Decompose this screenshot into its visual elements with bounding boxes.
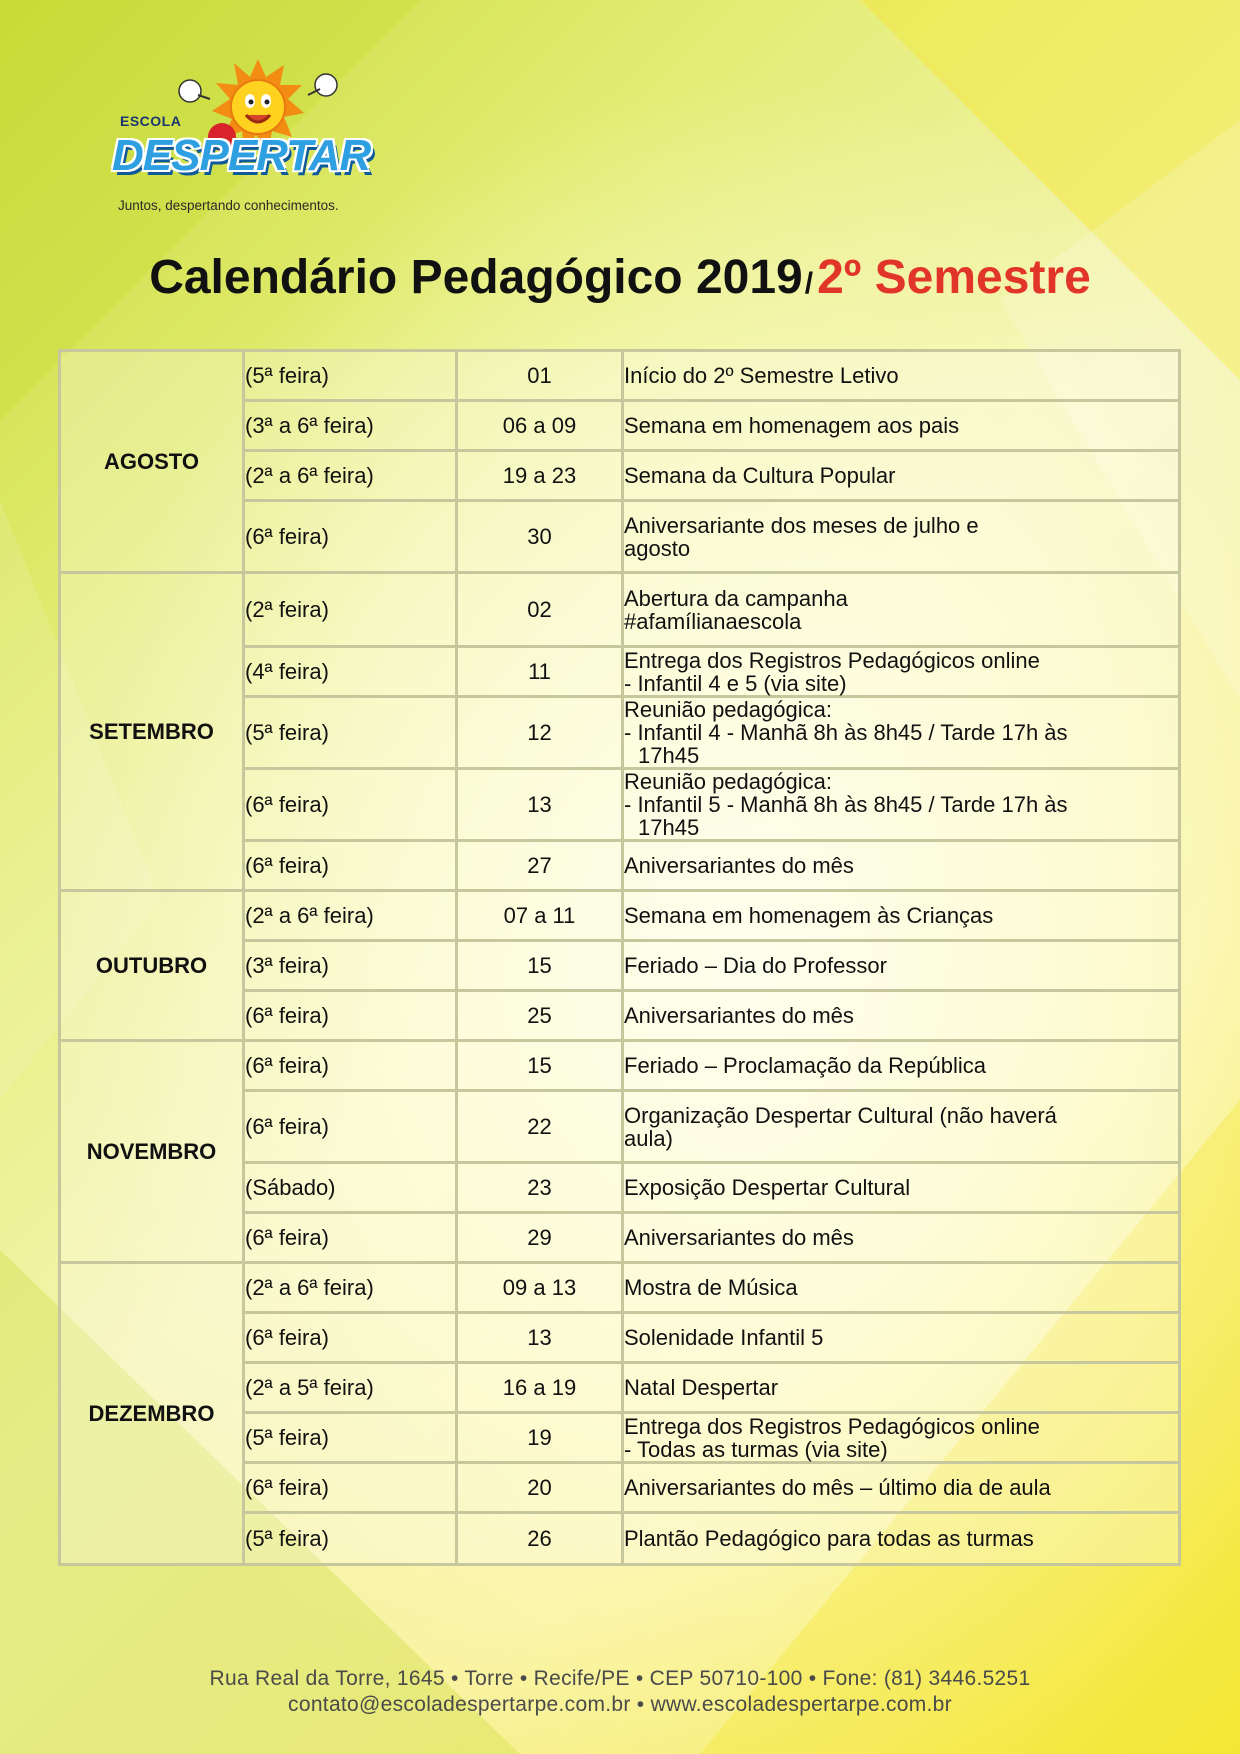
school-logo: [108, 55, 371, 215]
event-description-cell: [623, 401, 1180, 451]
event-description-line: Aniversariantes do mês: [624, 853, 854, 878]
event-description-cell: [623, 1041, 1180, 1091]
event-description-cell: [623, 1363, 1180, 1413]
weekday-cell: (6ª feira): [244, 1463, 457, 1513]
event-description-line: Feriado – Dia do Professor: [624, 953, 887, 978]
event-description-line: Entrega dos Registros Pedagógicos online: [624, 1413, 1040, 1439]
event-description-line: Exposição Despertar Cultural: [624, 1175, 911, 1200]
table-row: [60, 891, 1180, 941]
event-description-line: agosto: [624, 535, 691, 561]
event-description-cell: [623, 351, 1180, 401]
date-cell: 13: [457, 1313, 623, 1363]
date-cell: 06 a 09: [457, 401, 623, 451]
logo-tagline: Juntos, despertando conhecimentos.: [118, 198, 339, 213]
event-description-line: Aniversariantes do mês: [624, 1003, 854, 1028]
event-description-line: Organização Despertar Cultural (não haverá: [624, 1102, 1057, 1128]
title-separator: /: [804, 267, 814, 300]
event-description-cell: [623, 1213, 1180, 1263]
footer: [0, 1666, 1240, 1718]
date-cell: 22: [457, 1091, 623, 1163]
weekday-cell: (2ª a 6ª feira): [244, 891, 457, 941]
event-description-line: Mostra de Música: [624, 1275, 798, 1300]
date-cell: 29: [457, 1213, 623, 1263]
weekday-cell: (6ª feira): [244, 991, 457, 1041]
weekday-cell: (5ª feira): [244, 697, 457, 769]
footer-contact: contato@escoladespertarpe.com.br • www.escoladespertarpe.com.br: [288, 1693, 952, 1716]
date-cell: 15: [457, 1041, 623, 1091]
event-description-line: 17h45: [638, 815, 700, 840]
event-description-cell: [623, 697, 1180, 769]
event-description-line: Aniversariantes do mês – último dia de aula: [624, 1475, 1051, 1500]
event-description-cell: [623, 451, 1180, 501]
weekday-cell: (6ª feira): [244, 1091, 457, 1163]
event-description-line: Reunião pedagógica:: [624, 697, 832, 722]
month-cell: DEZEMBRO: [60, 1263, 244, 1565]
event-description-line: - Todas as turmas (via site): [624, 1436, 888, 1462]
event-description-line: Entrega dos Registros Pedagógicos online: [624, 647, 1040, 673]
event-description-cell: [623, 991, 1180, 1041]
date-cell: 23: [457, 1163, 623, 1213]
event-description-line: Semana da Cultura Popular: [624, 463, 896, 488]
date-cell: 02: [457, 573, 623, 647]
weekday-cell: (5ª feira): [244, 1513, 457, 1565]
event-description-line: Plantão Pedagógico para todas as turmas: [624, 1526, 1034, 1551]
event-description-cell: [623, 891, 1180, 941]
date-cell: 09 a 13: [457, 1263, 623, 1313]
event-description-line: Início do 2º Semestre Letivo: [624, 363, 899, 388]
event-description-line: Abertura da campanha: [624, 585, 848, 611]
table-row: [60, 573, 1180, 647]
event-description-line: Natal Despertar: [624, 1375, 779, 1400]
date-cell: 16 a 19: [457, 1363, 623, 1413]
event-description-cell: [623, 647, 1180, 697]
weekday-cell: (2ª a 5ª feira): [244, 1363, 457, 1413]
event-description-line: - Infantil 4 e 5 (via site): [624, 670, 847, 696]
weekday-cell: (6ª feira): [244, 769, 457, 841]
event-description-line: #afamílianaescola: [624, 608, 802, 634]
month-cell: SETEMBRO: [60, 573, 244, 891]
month-cell: NOVEMBRO: [60, 1041, 244, 1263]
footer-address: Rua Real da Torre, 1645 • Torre • Recife/PE • CEP 50710-100 • Fone: (81) 3446.5251: [209, 1667, 1031, 1690]
weekday-cell: (2ª a 6ª feira): [244, 451, 457, 501]
date-cell: 07 a 11: [457, 891, 623, 941]
table-row: [60, 1041, 1180, 1091]
date-cell: 25: [457, 991, 623, 1041]
event-description-cell: [623, 1413, 1180, 1463]
event-description-cell: [623, 1463, 1180, 1513]
event-description-line: aula): [624, 1125, 673, 1151]
event-description-line: Semana em homenagem aos pais: [624, 413, 960, 438]
date-cell: 12: [457, 697, 623, 769]
weekday-cell: (6ª feira): [244, 1213, 457, 1263]
page-title: [0, 250, 1240, 305]
table-row: [60, 1263, 1180, 1313]
weekday-cell: (Sábado): [244, 1163, 457, 1213]
weekday-cell: (6ª feira): [244, 841, 457, 891]
date-cell: 26: [457, 1513, 623, 1565]
date-cell: 13: [457, 769, 623, 841]
calendar-table: [58, 349, 1181, 1566]
weekday-cell: (3ª feira): [244, 941, 457, 991]
event-description-line: Aniversariantes do mês: [624, 1225, 854, 1250]
weekday-cell: (6ª feira): [244, 1041, 457, 1091]
event-description-cell: [623, 501, 1180, 573]
event-description-line: 17h45: [638, 743, 700, 768]
date-cell: 30: [457, 501, 623, 573]
weekday-cell: (6ª feira): [244, 501, 457, 573]
event-description-cell: [623, 1263, 1180, 1313]
event-description-cell: [623, 769, 1180, 841]
date-cell: 15: [457, 941, 623, 991]
title-semester: 2º Semestre: [817, 251, 1091, 304]
date-cell: 19 a 23: [457, 451, 623, 501]
event-description-line: Feriado – Proclamação da República: [624, 1053, 986, 1078]
event-description-line: - Infantil 5 - Manhã 8h às 8h45 / Tarde 17h às: [624, 792, 1068, 817]
event-description-cell: [623, 1513, 1180, 1565]
logo-brand-name: DESPERTAR: [112, 131, 371, 180]
date-cell: 27: [457, 841, 623, 891]
event-description-line: Solenidade Infantil 5: [624, 1325, 824, 1350]
weekday-cell: (6ª feira): [244, 1313, 457, 1363]
event-description-line: Aniversariante dos meses de julho e: [624, 512, 979, 538]
date-cell: 19: [457, 1413, 623, 1463]
month-cell: AGOSTO: [60, 351, 244, 573]
event-description-cell: [623, 1091, 1180, 1163]
title-main: Calendário Pedagógico 2019: [149, 251, 803, 304]
event-description-line: Semana em homenagem às Crianças: [624, 903, 994, 928]
event-description-line: Reunião pedagógica:: [624, 769, 832, 794]
event-description-cell: [623, 941, 1180, 991]
event-description-cell: [623, 841, 1180, 891]
date-cell: 01: [457, 351, 623, 401]
event-description-line: - Infantil 4 - Manhã 8h às 8h45 / Tarde 17h às: [624, 720, 1068, 745]
weekday-cell: (5ª feira): [244, 351, 457, 401]
event-description-cell: [623, 1313, 1180, 1363]
event-description-cell: [623, 1163, 1180, 1213]
weekday-cell: (2ª feira): [244, 573, 457, 647]
weekday-cell: (3ª a 6ª feira): [244, 401, 457, 451]
month-cell: OUTUBRO: [60, 891, 244, 1041]
weekday-cell: (5ª feira): [244, 1413, 457, 1463]
date-cell: 11: [457, 647, 623, 697]
date-cell: 20: [457, 1463, 623, 1513]
table-row: [60, 351, 1180, 401]
weekday-cell: (4ª feira): [244, 647, 457, 697]
weekday-cell: (2ª a 6ª feira): [244, 1263, 457, 1313]
logo-school-label: ESCOLA: [120, 113, 182, 129]
event-description-cell: [623, 573, 1180, 647]
